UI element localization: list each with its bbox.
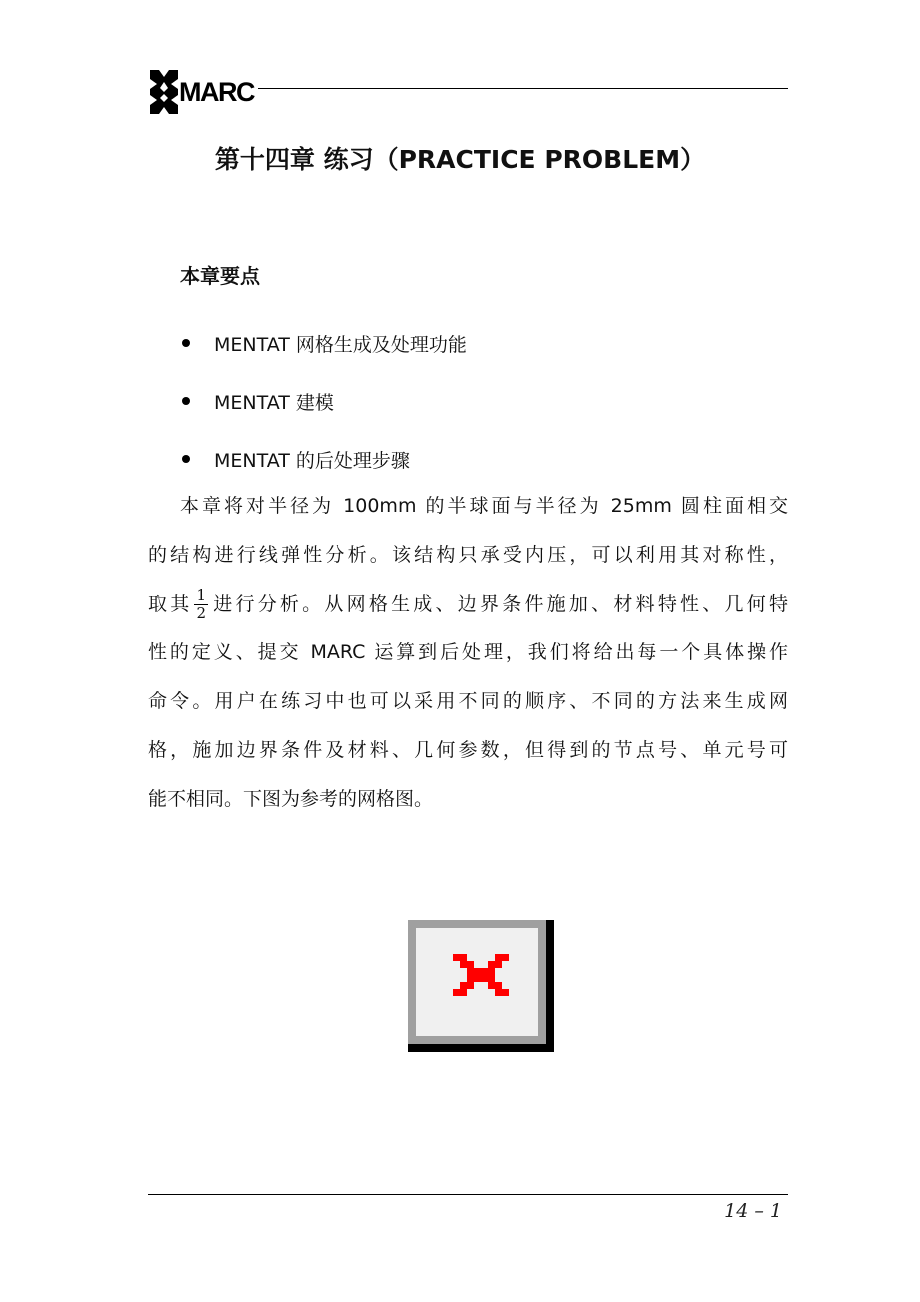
paragraph-line: 格，施加边界条件及材料、几何参数，但得到的节点号、单元号可: [148, 738, 788, 761]
fraction-numerator: 1: [196, 585, 207, 604]
one-half-fraction: [194, 587, 208, 622]
body-paragraph: [148, 482, 788, 824]
mesh-figure-placeholder: [408, 920, 554, 1052]
paragraph-text: 取其: [148, 592, 193, 615]
section-heading: 本章要点: [180, 264, 260, 288]
logo-text: MARC: [179, 77, 254, 107]
marc-logo-mark-icon: [150, 70, 178, 114]
paragraph-line: [148, 580, 788, 629]
page-header: [150, 70, 788, 114]
paragraph-line: 能不相同。下图为参考的网格图。: [148, 787, 434, 810]
bullet-icon: [182, 455, 190, 463]
paragraph-line: 本章将对半径为 100mm 的半球面与半径为 25mm 圆柱面相交: [180, 495, 788, 517]
list-item-text: MENTAT 建模: [214, 391, 334, 414]
marc-logo: [150, 70, 254, 114]
list-item: [180, 314, 467, 372]
paragraph-text: 进行分析。从网格生成、边界条件施加、材料特性、几何特: [210, 592, 788, 615]
list-item-text: MENTAT 的后处理步骤: [214, 449, 410, 472]
page-number: 14 – 1: [724, 1200, 782, 1222]
list-item-text: MENTAT 网格生成及处理功能: [214, 333, 467, 356]
bullet-icon: [182, 339, 190, 347]
paragraph-line: 性的定义、提交 MARC 运算到后处理，我们将给出每一个具体操作: [148, 641, 788, 664]
key-points-list: [180, 314, 467, 488]
footer-rule: [148, 1194, 788, 1195]
bullet-icon: [182, 397, 190, 405]
paragraph-line: 命令。用户在练习中也可以采用不同的顺序、不同的方法来生成网: [148, 690, 788, 713]
fraction-denominator: 2: [196, 603, 207, 622]
header-rule: [258, 88, 788, 89]
list-item: [180, 372, 467, 430]
broken-image-icon: [449, 954, 513, 996]
chapter-title: 第十四章 练习（PRACTICE PROBLEM）: [214, 145, 706, 174]
paragraph-line: 的结构进行线弹性分析。该结构只承受内压，可以利用其对称性，: [148, 543, 788, 566]
list-item: [180, 430, 467, 488]
